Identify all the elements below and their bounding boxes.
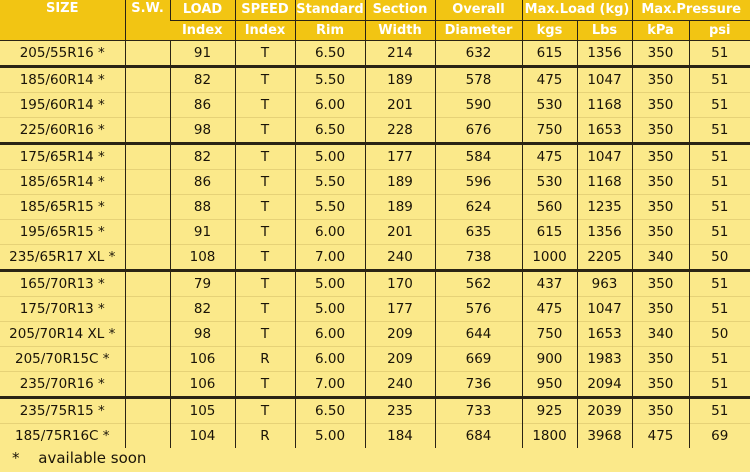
cell-diameter: 733 bbox=[435, 398, 522, 424]
table-row bbox=[0, 93, 750, 118]
table-row bbox=[0, 322, 750, 347]
cell-psi: 51 bbox=[689, 144, 750, 170]
header-kpa: kPa bbox=[632, 21, 689, 41]
cell-load: 106 bbox=[170, 347, 235, 372]
cell-rim: 7.00 bbox=[295, 372, 365, 398]
cell-diameter: 596 bbox=[435, 170, 522, 195]
cell-psi: 50 bbox=[689, 322, 750, 347]
cell-size: 165/70R13 * bbox=[0, 271, 125, 297]
cell-psi: 51 bbox=[689, 372, 750, 398]
cell-diameter: 578 bbox=[435, 67, 522, 93]
cell-lbs: 1653 bbox=[577, 118, 632, 144]
cell-kpa: 475 bbox=[632, 424, 689, 449]
table-row bbox=[0, 424, 750, 449]
cell-load: 108 bbox=[170, 245, 235, 271]
cell-load: 88 bbox=[170, 195, 235, 220]
cell-load: 82 bbox=[170, 67, 235, 93]
cell-kpa: 350 bbox=[632, 372, 689, 398]
cell-kgs: 475 bbox=[522, 144, 577, 170]
cell-sw bbox=[125, 93, 170, 118]
cell-speed: T bbox=[235, 195, 295, 220]
cell-psi: 51 bbox=[689, 398, 750, 424]
cell-speed: T bbox=[235, 398, 295, 424]
cell-kgs: 615 bbox=[522, 41, 577, 67]
cell-speed: T bbox=[235, 170, 295, 195]
cell-kgs: 1800 bbox=[522, 424, 577, 449]
cell-diameter: 684 bbox=[435, 424, 522, 449]
cell-size: 205/70R15C * bbox=[0, 347, 125, 372]
header-section-width: Width bbox=[365, 21, 435, 41]
cell-speed: T bbox=[235, 93, 295, 118]
cell-lbs: 1356 bbox=[577, 41, 632, 67]
header-rim: Standard bbox=[295, 0, 365, 21]
header-rim-sub: Rim bbox=[295, 21, 365, 41]
cell-size: 195/60R14 * bbox=[0, 93, 125, 118]
cell-section: 189 bbox=[365, 195, 435, 220]
cell-section: 201 bbox=[365, 220, 435, 245]
cell-sw bbox=[125, 118, 170, 144]
header-size: SIZE bbox=[0, 0, 125, 41]
cell-rim: 6.00 bbox=[295, 322, 365, 347]
cell-kpa: 350 bbox=[632, 41, 689, 67]
table-row bbox=[0, 271, 750, 297]
cell-load: 79 bbox=[170, 271, 235, 297]
cell-sw bbox=[125, 170, 170, 195]
cell-diameter: 562 bbox=[435, 271, 522, 297]
cell-section: 189 bbox=[365, 67, 435, 93]
cell-speed: T bbox=[235, 372, 295, 398]
cell-kgs: 437 bbox=[522, 271, 577, 297]
header-max-pressure: Max.Pressure bbox=[632, 0, 750, 21]
cell-rim: 6.50 bbox=[295, 398, 365, 424]
cell-kpa: 350 bbox=[632, 93, 689, 118]
cell-diameter: 624 bbox=[435, 195, 522, 220]
cell-sw bbox=[125, 245, 170, 271]
table-header bbox=[0, 0, 750, 41]
cell-section: 177 bbox=[365, 144, 435, 170]
table-row bbox=[0, 67, 750, 93]
cell-size: 185/75R16C * bbox=[0, 424, 125, 449]
cell-lbs: 963 bbox=[577, 271, 632, 297]
cell-lbs: 2094 bbox=[577, 372, 632, 398]
cell-lbs: 1047 bbox=[577, 67, 632, 93]
cell-kpa: 340 bbox=[632, 245, 689, 271]
cell-psi: 69 bbox=[689, 424, 750, 449]
cell-kgs: 900 bbox=[522, 347, 577, 372]
cell-sw bbox=[125, 41, 170, 67]
cell-lbs: 1047 bbox=[577, 297, 632, 322]
cell-kgs: 560 bbox=[522, 195, 577, 220]
cell-psi: 51 bbox=[689, 118, 750, 144]
cell-lbs: 1168 bbox=[577, 93, 632, 118]
cell-sw bbox=[125, 271, 170, 297]
table-row bbox=[0, 118, 750, 144]
cell-rim: 6.50 bbox=[295, 41, 365, 67]
cell-psi: 51 bbox=[689, 41, 750, 67]
cell-size: 205/70R14 XL * bbox=[0, 322, 125, 347]
cell-kpa: 350 bbox=[632, 118, 689, 144]
header-overall: Overall bbox=[435, 0, 522, 21]
cell-kpa: 350 bbox=[632, 271, 689, 297]
cell-section: 201 bbox=[365, 93, 435, 118]
cell-kgs: 1000 bbox=[522, 245, 577, 271]
cell-lbs: 1168 bbox=[577, 170, 632, 195]
cell-kgs: 475 bbox=[522, 67, 577, 93]
cell-section: 189 bbox=[365, 170, 435, 195]
cell-kpa: 350 bbox=[632, 297, 689, 322]
cell-speed: T bbox=[235, 220, 295, 245]
table-row bbox=[0, 245, 750, 271]
cell-load: 105 bbox=[170, 398, 235, 424]
cell-speed: T bbox=[235, 271, 295, 297]
cell-lbs: 1047 bbox=[577, 144, 632, 170]
cell-rim: 6.50 bbox=[295, 118, 365, 144]
cell-sw bbox=[125, 424, 170, 449]
cell-load: 98 bbox=[170, 322, 235, 347]
cell-rim: 5.50 bbox=[295, 170, 365, 195]
cell-kpa: 350 bbox=[632, 347, 689, 372]
cell-lbs: 2205 bbox=[577, 245, 632, 271]
cell-diameter: 635 bbox=[435, 220, 522, 245]
cell-section: 177 bbox=[365, 297, 435, 322]
cell-rim: 6.00 bbox=[295, 93, 365, 118]
cell-rim: 6.00 bbox=[295, 347, 365, 372]
cell-load: 82 bbox=[170, 144, 235, 170]
cell-speed: R bbox=[235, 424, 295, 449]
cell-section: 235 bbox=[365, 398, 435, 424]
cell-psi: 51 bbox=[689, 297, 750, 322]
cell-section: 214 bbox=[365, 41, 435, 67]
cell-lbs: 1983 bbox=[577, 347, 632, 372]
cell-diameter: 584 bbox=[435, 144, 522, 170]
cell-rim: 5.00 bbox=[295, 424, 365, 449]
cell-diameter: 632 bbox=[435, 41, 522, 67]
cell-psi: 51 bbox=[689, 347, 750, 372]
cell-size: 185/65R15 * bbox=[0, 195, 125, 220]
header-psi: psi bbox=[689, 21, 750, 41]
cell-lbs: 2039 bbox=[577, 398, 632, 424]
cell-diameter: 676 bbox=[435, 118, 522, 144]
table-row bbox=[0, 372, 750, 398]
cell-rim: 5.50 bbox=[295, 67, 365, 93]
footnote-text: available soon bbox=[38, 449, 147, 467]
cell-sw bbox=[125, 297, 170, 322]
cell-size: 235/70R16 * bbox=[0, 372, 125, 398]
cell-load: 91 bbox=[170, 41, 235, 67]
cell-psi: 51 bbox=[689, 170, 750, 195]
cell-section: 240 bbox=[365, 245, 435, 271]
cell-diameter: 644 bbox=[435, 322, 522, 347]
cell-speed: T bbox=[235, 118, 295, 144]
cell-kpa: 350 bbox=[632, 398, 689, 424]
cell-rim: 5.50 bbox=[295, 195, 365, 220]
header-section: Section bbox=[365, 0, 435, 21]
cell-speed: T bbox=[235, 297, 295, 322]
cell-section: 209 bbox=[365, 347, 435, 372]
cell-kgs: 530 bbox=[522, 170, 577, 195]
cell-size: 205/55R16 * bbox=[0, 41, 125, 67]
cell-sw bbox=[125, 195, 170, 220]
cell-speed: T bbox=[235, 245, 295, 271]
table-row bbox=[0, 41, 750, 67]
table-body bbox=[0, 41, 750, 449]
cell-kpa: 340 bbox=[632, 322, 689, 347]
cell-load: 91 bbox=[170, 220, 235, 245]
cell-kgs: 615 bbox=[522, 220, 577, 245]
cell-section: 209 bbox=[365, 322, 435, 347]
cell-sw bbox=[125, 347, 170, 372]
cell-kpa: 350 bbox=[632, 170, 689, 195]
table-row bbox=[0, 398, 750, 424]
table-row bbox=[0, 170, 750, 195]
cell-kgs: 530 bbox=[522, 93, 577, 118]
header-load-index: Index bbox=[170, 21, 235, 41]
cell-size: 225/60R16 * bbox=[0, 118, 125, 144]
cell-sw bbox=[125, 372, 170, 398]
cell-kgs: 750 bbox=[522, 322, 577, 347]
cell-speed: R bbox=[235, 347, 295, 372]
cell-load: 104 bbox=[170, 424, 235, 449]
cell-speed: T bbox=[235, 144, 295, 170]
cell-sw bbox=[125, 322, 170, 347]
cell-load: 82 bbox=[170, 297, 235, 322]
cell-kgs: 475 bbox=[522, 297, 577, 322]
header-speed: SPEED bbox=[235, 0, 295, 21]
cell-rim: 5.00 bbox=[295, 144, 365, 170]
cell-lbs: 1235 bbox=[577, 195, 632, 220]
cell-lbs: 3968 bbox=[577, 424, 632, 449]
cell-psi: 51 bbox=[689, 220, 750, 245]
cell-size: 195/65R15 * bbox=[0, 220, 125, 245]
cell-load: 86 bbox=[170, 93, 235, 118]
footnote-star: * bbox=[12, 449, 20, 467]
cell-psi: 51 bbox=[689, 93, 750, 118]
cell-rim: 5.00 bbox=[295, 297, 365, 322]
cell-diameter: 576 bbox=[435, 297, 522, 322]
cell-kpa: 350 bbox=[632, 144, 689, 170]
cell-rim: 6.00 bbox=[295, 220, 365, 245]
cell-size: 175/65R14 * bbox=[0, 144, 125, 170]
cell-psi: 51 bbox=[689, 195, 750, 220]
cell-lbs: 1653 bbox=[577, 322, 632, 347]
cell-load: 98 bbox=[170, 118, 235, 144]
cell-section: 228 bbox=[365, 118, 435, 144]
cell-kgs: 750 bbox=[522, 118, 577, 144]
cell-sw bbox=[125, 220, 170, 245]
cell-size: 185/65R14 * bbox=[0, 170, 125, 195]
cell-size: 175/70R13 * bbox=[0, 297, 125, 322]
cell-kgs: 925 bbox=[522, 398, 577, 424]
cell-rim: 5.00 bbox=[295, 271, 365, 297]
cell-kpa: 350 bbox=[632, 220, 689, 245]
header-speed-index: Index bbox=[235, 21, 295, 41]
cell-sw bbox=[125, 67, 170, 93]
table-row bbox=[0, 297, 750, 322]
header-sw: S.W. bbox=[125, 0, 170, 41]
cell-section: 184 bbox=[365, 424, 435, 449]
header-max-load: Max.Load (kg) bbox=[522, 0, 632, 21]
cell-diameter: 590 bbox=[435, 93, 522, 118]
cell-load: 106 bbox=[170, 372, 235, 398]
table-row bbox=[0, 220, 750, 245]
cell-diameter: 669 bbox=[435, 347, 522, 372]
cell-section: 240 bbox=[365, 372, 435, 398]
cell-sw bbox=[125, 144, 170, 170]
cell-kpa: 350 bbox=[632, 195, 689, 220]
cell-load: 86 bbox=[170, 170, 235, 195]
cell-size: 185/60R14 * bbox=[0, 67, 125, 93]
cell-psi: 51 bbox=[689, 67, 750, 93]
table-row bbox=[0, 144, 750, 170]
cell-diameter: 738 bbox=[435, 245, 522, 271]
cell-section: 170 bbox=[365, 271, 435, 297]
cell-speed: T bbox=[235, 41, 295, 67]
header-lbs: Lbs bbox=[577, 21, 632, 41]
cell-size: 235/65R17 XL * bbox=[0, 245, 125, 271]
cell-psi: 51 bbox=[689, 271, 750, 297]
cell-kgs: 950 bbox=[522, 372, 577, 398]
cell-lbs: 1356 bbox=[577, 220, 632, 245]
footnote bbox=[12, 449, 146, 467]
header-overall-diameter: Diameter bbox=[435, 21, 522, 41]
cell-kpa: 350 bbox=[632, 67, 689, 93]
table-row bbox=[0, 195, 750, 220]
cell-speed: T bbox=[235, 322, 295, 347]
table-row bbox=[0, 347, 750, 372]
header-kgs: kgs bbox=[522, 21, 577, 41]
cell-size: 235/75R15 * bbox=[0, 398, 125, 424]
cell-diameter: 736 bbox=[435, 372, 522, 398]
header-load: LOAD bbox=[170, 0, 235, 21]
cell-speed: T bbox=[235, 67, 295, 93]
cell-sw bbox=[125, 398, 170, 424]
cell-psi: 50 bbox=[689, 245, 750, 271]
cell-rim: 7.00 bbox=[295, 245, 365, 271]
